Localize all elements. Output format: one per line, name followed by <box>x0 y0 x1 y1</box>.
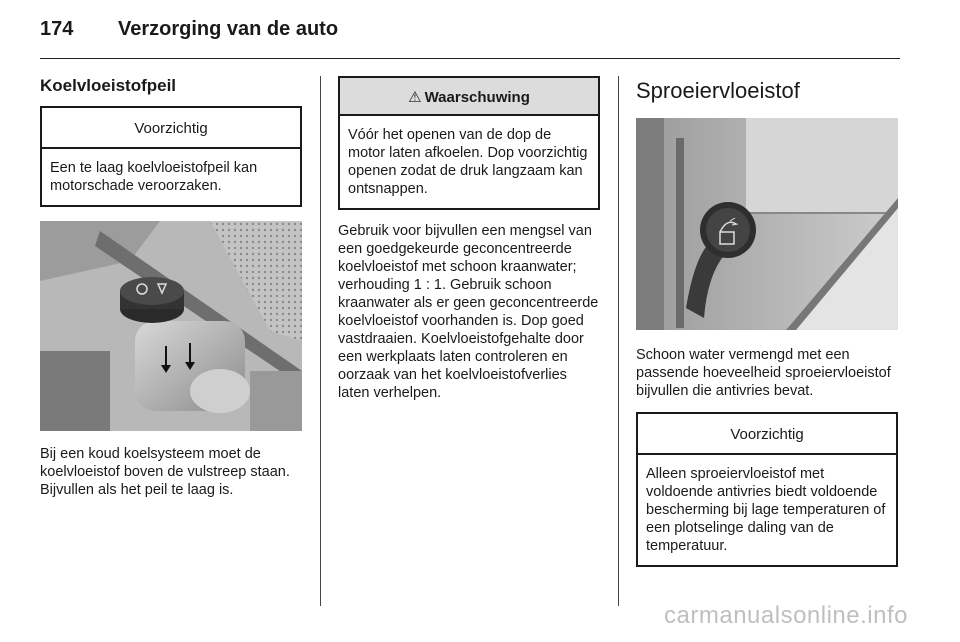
warning-triangle-icon: ⚠ <box>408 89 422 106</box>
column-divider <box>618 76 619 606</box>
caution-text: Een te laag koelvloeistofpeil kan motorschade veroorzaken. <box>50 160 258 194</box>
warning-box <box>338 76 600 210</box>
chapter-title: Verzorging van de auto <box>118 18 339 40</box>
caution-box-washer <box>636 412 898 567</box>
washer-reservoir-photo <box>636 118 898 330</box>
coolant-paragraph: Bij een koud koelsysteem moet de koelvloeistof boven de vulstreep staan. Bijvullen als het peil te laag is. <box>40 446 290 498</box>
column-warning <box>338 74 600 402</box>
coolant-reservoir-photo <box>40 221 302 431</box>
washer-fluid-paragraph: Schoon water vermengd met een passende hoeveelheid sproeiervloeistof bijvullen die antivries bevat. <box>636 347 891 399</box>
caution-text: Alleen sproeiervloeistof met voldoende antivries biedt voldoende bescherming bij lage temperaturen of een plotselinge daling van de temperatuur. <box>646 466 886 554</box>
column-divider <box>320 76 321 606</box>
caution-box-coolant <box>40 106 302 207</box>
caution-title: Voorzichtig <box>42 108 300 149</box>
column-coolant <box>40 74 302 499</box>
header-divider <box>40 58 900 59</box>
page-header <box>40 18 338 48</box>
section-heading-washer-fluid: Sproeiervloeistof <box>636 78 800 103</box>
section-heading-coolant: Koelvloeistofpeil <box>40 76 177 95</box>
watermark-text: carmanualsonline.info <box>664 602 908 629</box>
page-number: 174 <box>40 18 74 40</box>
caution-title: Voorzichtig <box>638 414 896 455</box>
warning-text: Vóór het openen van de dop de motor laten afkoelen. Dop voorzichtig openen zodat de druk langzaam kan ontsnappen. <box>348 127 588 197</box>
warning-header <box>340 78 598 116</box>
warning-title: Waarschuwing <box>424 89 530 106</box>
coolant-mixture-paragraph: Gebruik voor bijvullen een mengsel van een goedgekeurde geconcentreerde koelvloeistof met schoon kraanwater; verhouding 1 : 1. Gebruik schoon kraanwater als er geen geconcentreerde koelvloeistof voorhanden is. Dop goed vastdraaien. Koelvloeistofgehalte door een werkplaats laten controleren en oorzaak van het koelvloeistofverlies laten verhelpen. <box>338 223 599 401</box>
column-washer-fluid <box>636 74 898 577</box>
